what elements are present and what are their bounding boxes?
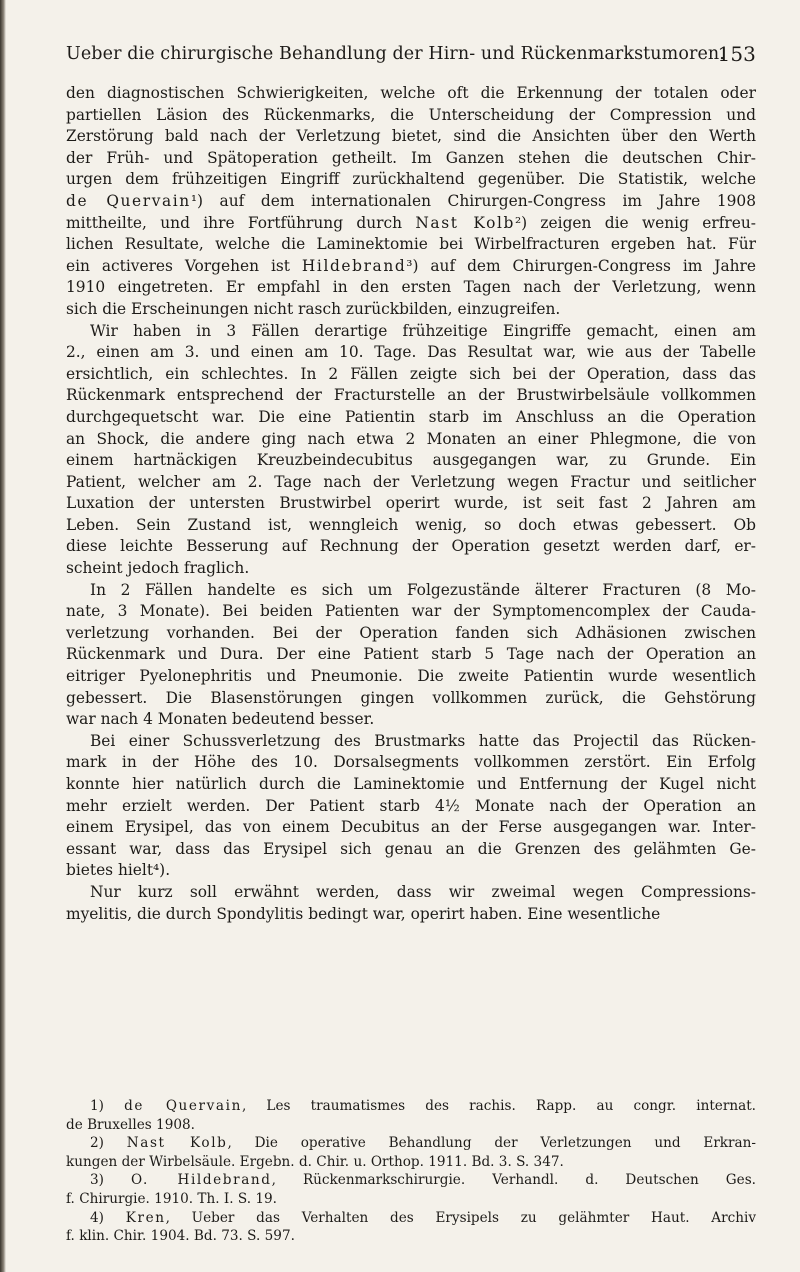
text-line: 2., einen am 3. und einen am 10. Tage. Das Resultat war, wie aus der Tabelle (66, 343, 756, 362)
text-line: gebessert. Die Blasenstörungen gingen vollkommen zurück, die Gehstörung (66, 688, 756, 707)
text-line: sich die Erscheinungen nicht rasch zurückbilden, einzugreifen. (66, 299, 561, 318)
text-line: urgen dem frühzeitigen Eingriff zurückhaltend gegenüber. Die Statistik, welche (66, 170, 756, 189)
text-line: Rückenmark entsprechend der Fracturstelle an der Brustwirbelsäule vollkommen (66, 386, 756, 405)
text-line: Leben. Sein Zustand ist, wenngleich wenig, so doch etwas gebessert. Ob (66, 515, 756, 534)
text-line: diese leichte Besserung auf Rechnung der Operation gesetzt werden darf, er- (66, 537, 756, 556)
text-line: mittheilte, und ihre Fortführung durch Nast Kolb²) zeigen die wenig erfreu- (66, 213, 756, 232)
text-line: essant war, dass das Erysipel sich genau an die Grenzen des gelähmten Ge- (66, 839, 756, 858)
text-line: Zerstörung bald nach der Verletzung bietet, sind die Ansichten über den Werth (66, 127, 756, 146)
text-line: Patient, welcher am 2. Tage nach der Verletzung wegen Fractur und seitlicher (66, 472, 756, 491)
footnote-line: 2) Nast Kolb, Die operative Behandlung der Verletzungen und Erkran- (90, 1135, 757, 1152)
text-line: ein activeres Vorgehen ist Hildebrand³) auf dem Chirurgen-Congress im Jahre (66, 256, 757, 275)
text-line: Rückenmark und Dura. Der eine Patient starb 5 Tage nach der Operation an (66, 645, 756, 664)
text-line: der Früh- und Spätoperation getheilt. Im Ganzen stehen die deutschen Chir- (66, 148, 756, 167)
text-line: mark in der Höhe des 10. Dorsalsegments vollkommen zerstört. Ein Erfolg (66, 753, 756, 772)
text-line: war nach 4 Monaten bedeutend besser. (66, 710, 375, 729)
text-line: scheint jedoch fraglich. (66, 559, 250, 578)
text-line: einem Erysipel, das von einem Decubitus an der Ferse ausgegangen war. Inter- (66, 818, 756, 837)
text-line: lichen Resultate, welche die Laminektomie bei Wirbelfracturen ergeben hat. Für (66, 235, 756, 254)
text-line: de Quervain¹) auf dem internationalen Chirurgen-Congress im Jahre 1908 (66, 191, 756, 210)
text-line: an Shock, die andere ging nach etwa 2 Monaten an einer Phlegmone, die von (66, 429, 756, 448)
footnote-line: 4) Kren, Ueber das Verhalten des Erysipels zu gelähmter Haut. Archiv (90, 1209, 757, 1226)
footnote-line: kungen der Wirbelsäule. Ergebn. d. Chir. u. Orthop. 1911. Bd. 3. S. 347. (66, 1153, 564, 1170)
text-line: Nur kurz soll erwähnt werden, dass wir zweimal wegen Compressions- (90, 882, 756, 901)
text-line: verletzung vorhanden. Bei der Operation fanden sich Adhäsionen zwischen (66, 623, 756, 642)
page-binding-edge (0, 0, 6, 1272)
text-line: eitriger Pyelonephritis und Pneumonie. Die zweite Patientin wurde wesentlich (66, 667, 756, 686)
text-line: In 2 Fällen handelte es sich um Folgezustände älterer Fracturen (8 Mo- (90, 580, 756, 599)
footnotes (66, 1097, 756, 1246)
text-line: Bei einer Schussverletzung des Brustmarks hatte das Projectil das Rücken- (90, 731, 756, 750)
footnote-line: f. Chirurgie. 1910. Th. I. S. 19. (66, 1190, 277, 1207)
running-header (66, 44, 756, 72)
footnote-line: 1) de Quervain, Les traumatismes des rachis. Rapp. au congr. internat. (90, 1098, 756, 1114)
text-line: nate, 3 Monate). Bei beiden Patienten war der Symptomencomplex der Cauda- (66, 602, 756, 621)
body-text (66, 83, 756, 925)
text-line: Luxation der untersten Brustwirbel operirt wurde, ist seit fast 2 Jahren am (66, 494, 756, 513)
text-line: konnte hier natürlich durch die Laminektomie und Entfernung der Kugel nicht (66, 775, 756, 793)
page-number: 153 (717, 42, 756, 66)
text-line: Wir haben in 3 Fällen derartige frühzeitige Eingriffe gemacht, einen am (90, 321, 756, 340)
text-line: bietes hielt⁴). (66, 861, 171, 880)
running-title: Ueber die chirurgische Behandlung der Hirn- und Rückenmarkstumoren. (66, 44, 725, 64)
text-line: mehr erzielt werden. Der Patient starb 4½ Monate nach der Operation an (66, 796, 756, 815)
text-line: 1910 eingetreten. Er empfahl in den ersten Tagen nach der Verletzung, wenn (66, 278, 756, 297)
footnote-line: de Bruxelles 1908. (66, 1116, 195, 1133)
text-line: myelitis, die durch Spondylitis bedingt war, operirt haben. Eine wesentliche (66, 904, 661, 923)
text-line: partiellen Läsion des Rückenmarks, die Unterscheidung der Compression und (66, 105, 756, 124)
text-line: den diagnostischen Schwierigkeiten, welche oft die Erkennung der totalen oder (66, 84, 756, 102)
footnote-line: f. klin. Chir. 1904. Bd. 73. S. 597. (66, 1228, 295, 1245)
text-line: ersichtlich, ein schlechtes. In 2 Fällen zeigte sich bei der Operation, dass das (66, 364, 756, 383)
footnote-line: 3) O. Hildebrand, Rückenmarkschirurgie. Verhandl. d. Deutschen Ges. (90, 1172, 756, 1189)
text-line: durchgequetscht war. Die eine Patientin starb im Anschluss an die Operation (66, 407, 756, 426)
text-line: einem hartnäckigen Kreuzbeindecubitus ausgegangen war, zu Grunde. Ein (66, 451, 756, 470)
